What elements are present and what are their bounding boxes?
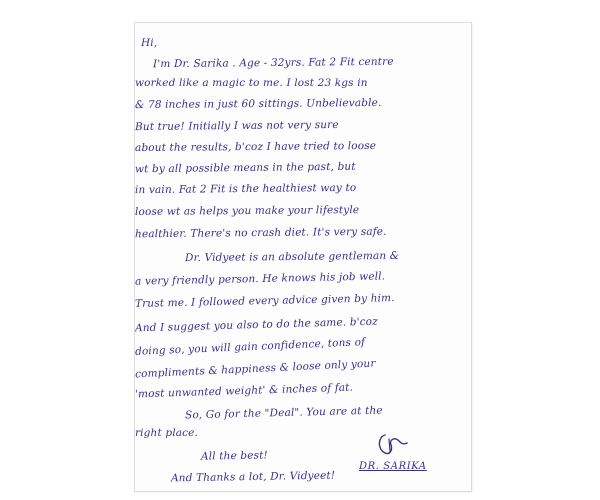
- letter-line: right place.: [135, 427, 198, 439]
- letter-line: healthier. There's no crash diet. It's very safe.: [134, 225, 387, 241]
- letter-line: doing so, you will gain confidence, tons of: [134, 336, 366, 358]
- thanks-line: And Thanks a lot, Dr. Vidyeet!: [170, 469, 336, 485]
- letter-line: I'm Dr. Sarika . Age - 32yrs. Fat 2 Fit centre: [152, 55, 394, 71]
- letter-line: So, Go for the "Deal". You are at the: [184, 404, 383, 422]
- closing-line: All the best!: [200, 449, 268, 463]
- signature-name: DR. SARIKA: [359, 461, 427, 472]
- testimonial-letter: [134, 22, 472, 492]
- letter-line: 'most unwanted weight' & inches of fat.: [134, 381, 354, 401]
- letter-line: But true! Initially I was not very sure: [134, 118, 339, 134]
- letter-line: worked like a magic to me. I lost 23 kgs in: [135, 77, 368, 89]
- letter-line: in vain. Fat 2 Fit is the healthiest way to: [134, 181, 357, 197]
- letter-line: compliments & happiness & loose only your: [134, 357, 376, 381]
- letter-line: Dr. Vidyeet is an absolute gentleman &: [184, 249, 400, 265]
- letter-line: about the results, b'coz I have tried to loose: [134, 139, 377, 155]
- letter-line: a very friendly person. He knows his job well.: [134, 270, 386, 288]
- greeting-line: Hi,: [141, 37, 158, 49]
- letter-line: wt by all possible means in the past, but: [134, 160, 356, 176]
- signature-mark: [375, 431, 415, 457]
- letter-line: & 78 inches in just 60 sittings. Unbelievable.: [134, 96, 382, 112]
- letter-line: Trust me. I followed every advice given by him.: [134, 292, 395, 310]
- letter-line: loose wt as helps you make your lifestyle: [134, 204, 360, 218]
- letter-line: And I suggest you also to do the same. b'coz: [134, 315, 379, 335]
